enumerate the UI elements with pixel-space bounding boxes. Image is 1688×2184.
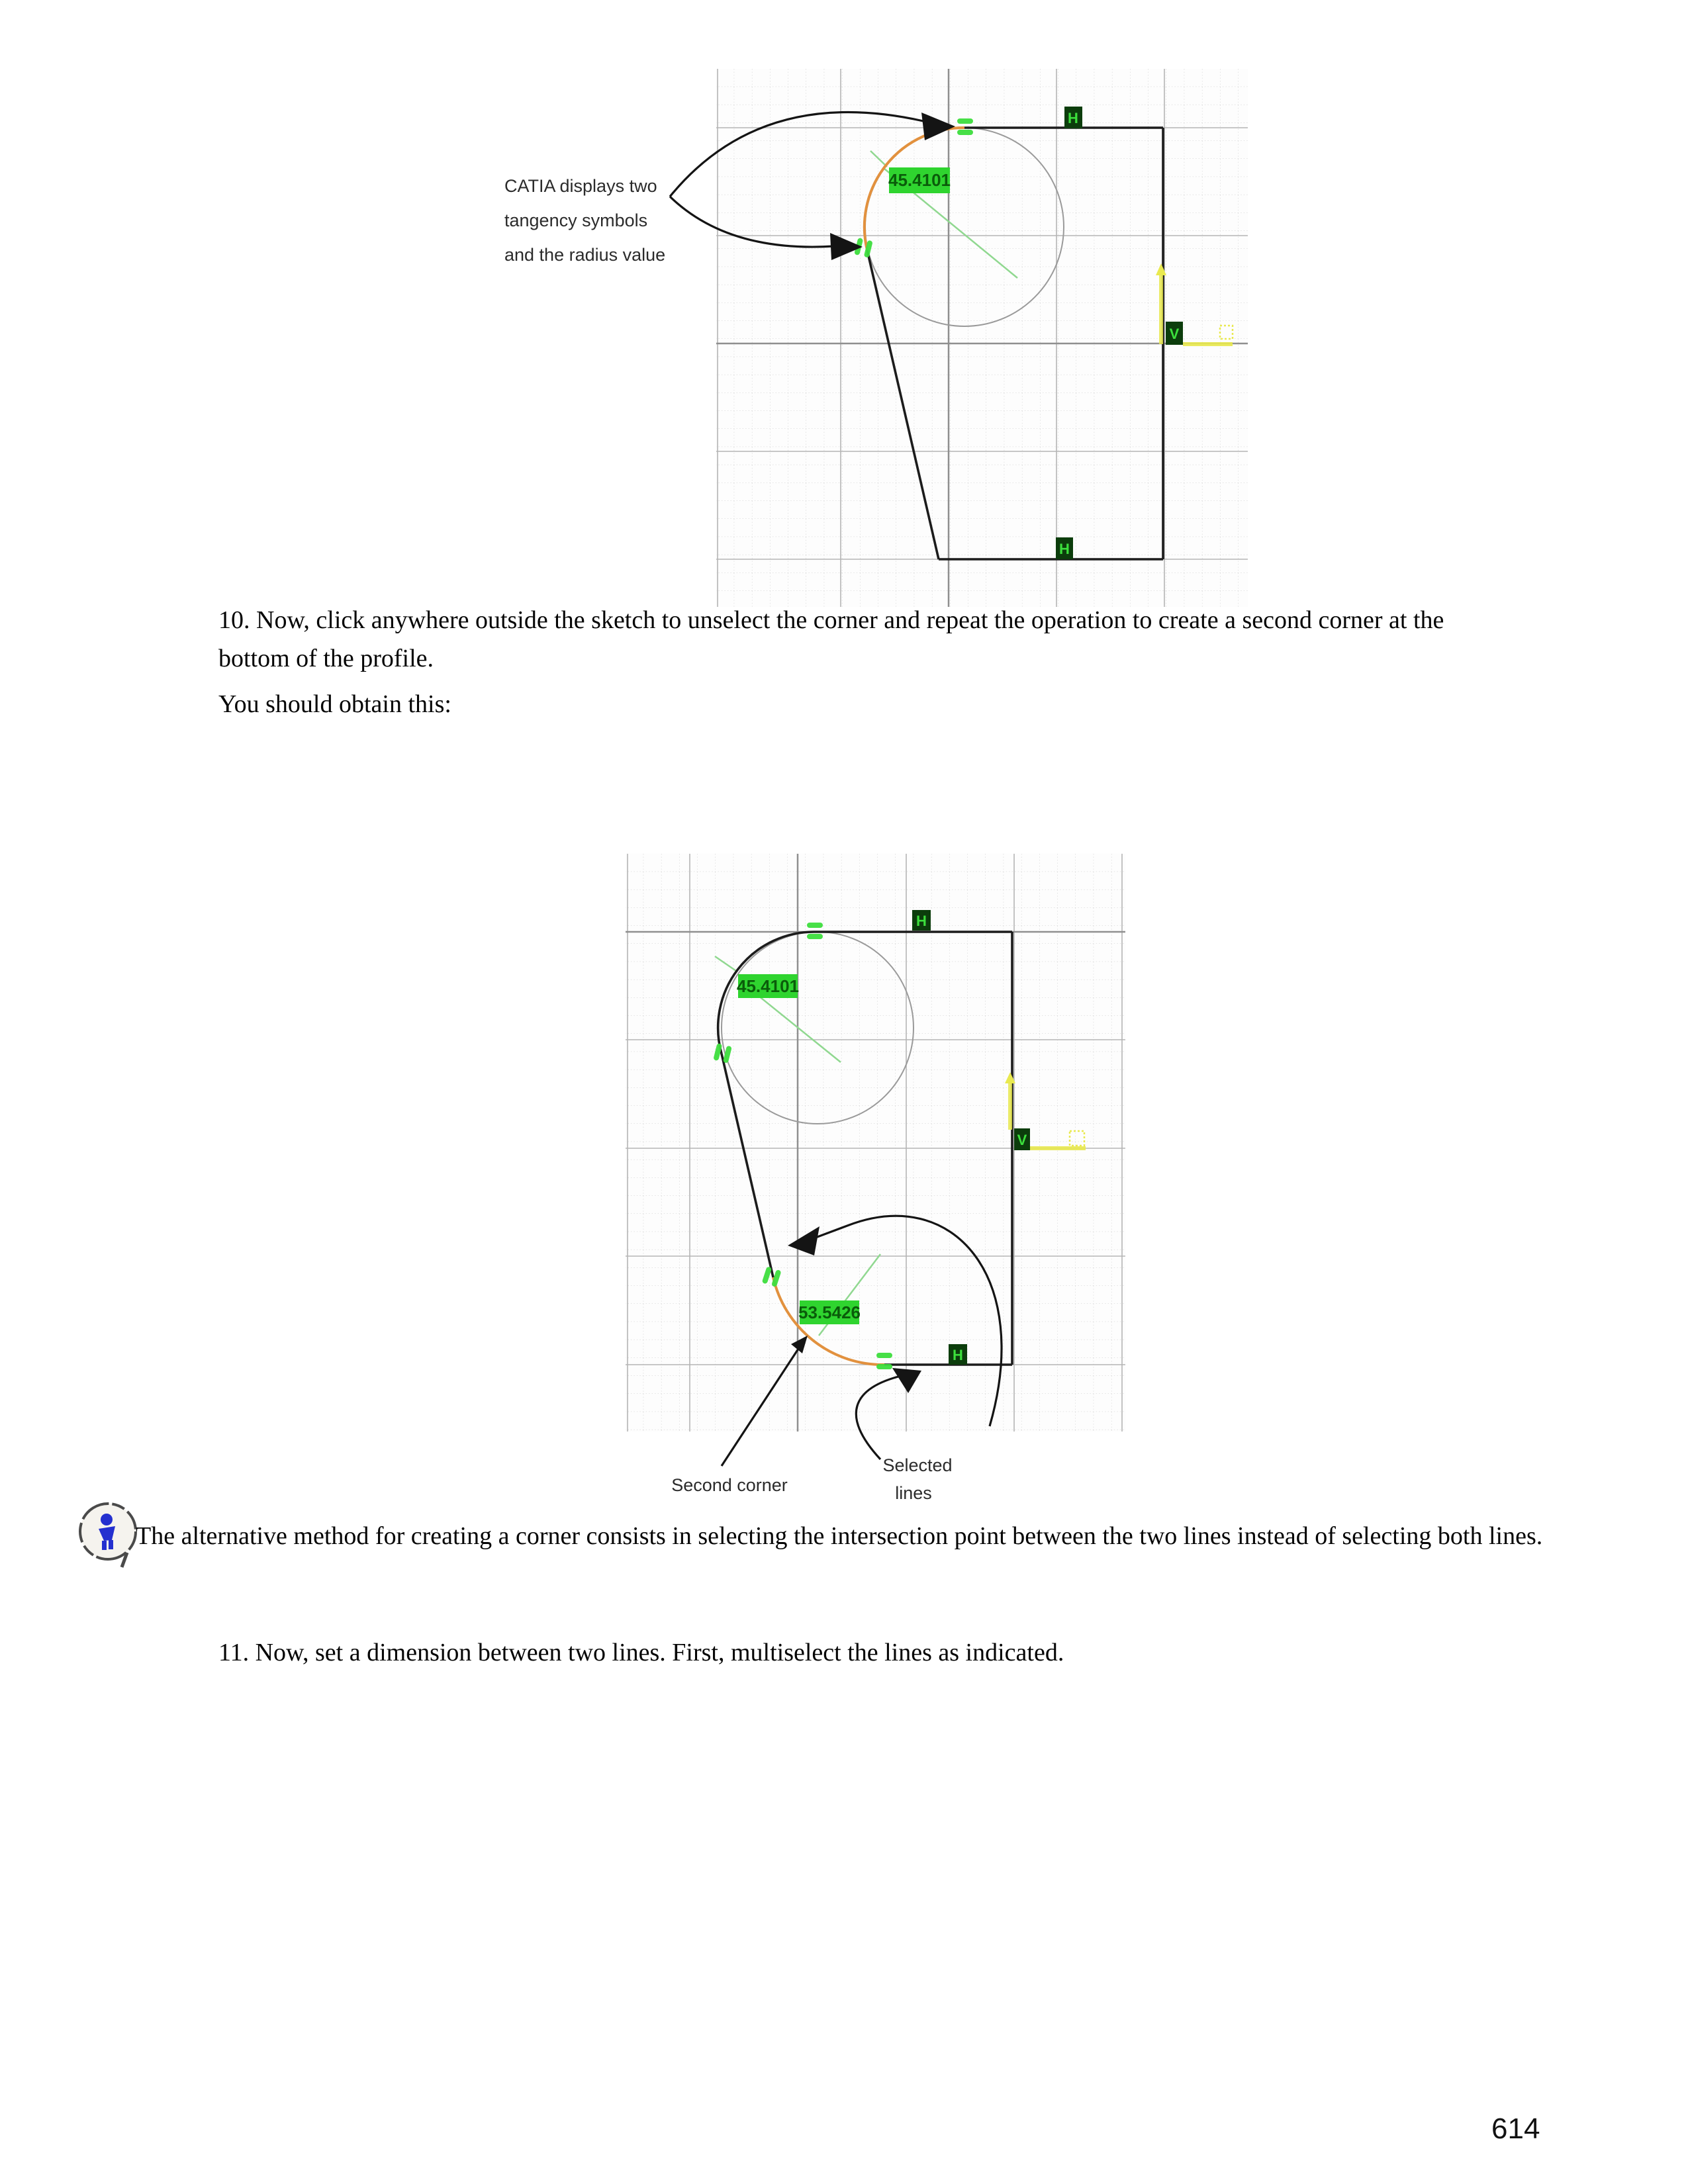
constraint-icon-top-right: [1064, 107, 1082, 128]
radius-value-label-first: [737, 974, 799, 998]
svg-text:V: V: [1169, 326, 1180, 342]
figure1-annotation: [504, 176, 665, 265]
svg-text:V: V: [1017, 1132, 1027, 1148]
info-icon: [71, 1497, 144, 1573]
constraint-icon-vertical: [1166, 322, 1183, 345]
svg-text:CATIA displays two: CATIA displays two: [504, 176, 657, 196]
svg-text:and the radius value: and the radius value: [504, 245, 666, 265]
sketch-grid: [626, 854, 1125, 1432]
svg-text:tangency symbols: tangency symbols: [504, 210, 648, 230]
radius-value-label: [888, 167, 951, 193]
step-11-text: 11. Now, set a dimension between two lines. First, multiselect the lines as indicated.: [218, 1639, 1064, 1666]
constraint-icon-vertical: [1014, 1128, 1030, 1150]
callout-second-corner: Second corner: [671, 1475, 788, 1495]
svg-text:H: H: [916, 913, 927, 929]
callout-selected-lines-2: lines: [895, 1483, 932, 1503]
constraint-icon-top: [912, 910, 931, 931]
constraint-icon-bottom: [949, 1344, 967, 1365]
step-10-text: 10. Now, click anywhere outside the sketch to unselect the corner and repeat the operation to create a second corner at the bottom of the profile.: [218, 606, 1444, 672]
figure-second-corner: [622, 850, 1132, 1509]
step-10-followup: You should obtain this:: [218, 690, 451, 718]
svg-text:H: H: [953, 1347, 963, 1363]
svg-text:H: H: [1068, 110, 1078, 126]
svg-text:45.4101: 45.4101: [737, 976, 799, 996]
svg-text:45.4101: 45.4101: [888, 170, 951, 190]
note-text: The alternative method for creating a corner consists in selecting the intersection point between the two lines instead of selecting both lines.: [136, 1522, 1543, 1550]
radius-value-label-second: [798, 1300, 861, 1324]
svg-text:H: H: [1059, 541, 1070, 557]
svg-text:53.5426: 53.5426: [798, 1302, 861, 1322]
page-number: 614: [1491, 2113, 1540, 2145]
figure-first-corner: [490, 66, 1261, 609]
constraint-icon-bottom: [1056, 537, 1073, 559]
callout-selected-lines-1: Selected: [882, 1455, 953, 1475]
